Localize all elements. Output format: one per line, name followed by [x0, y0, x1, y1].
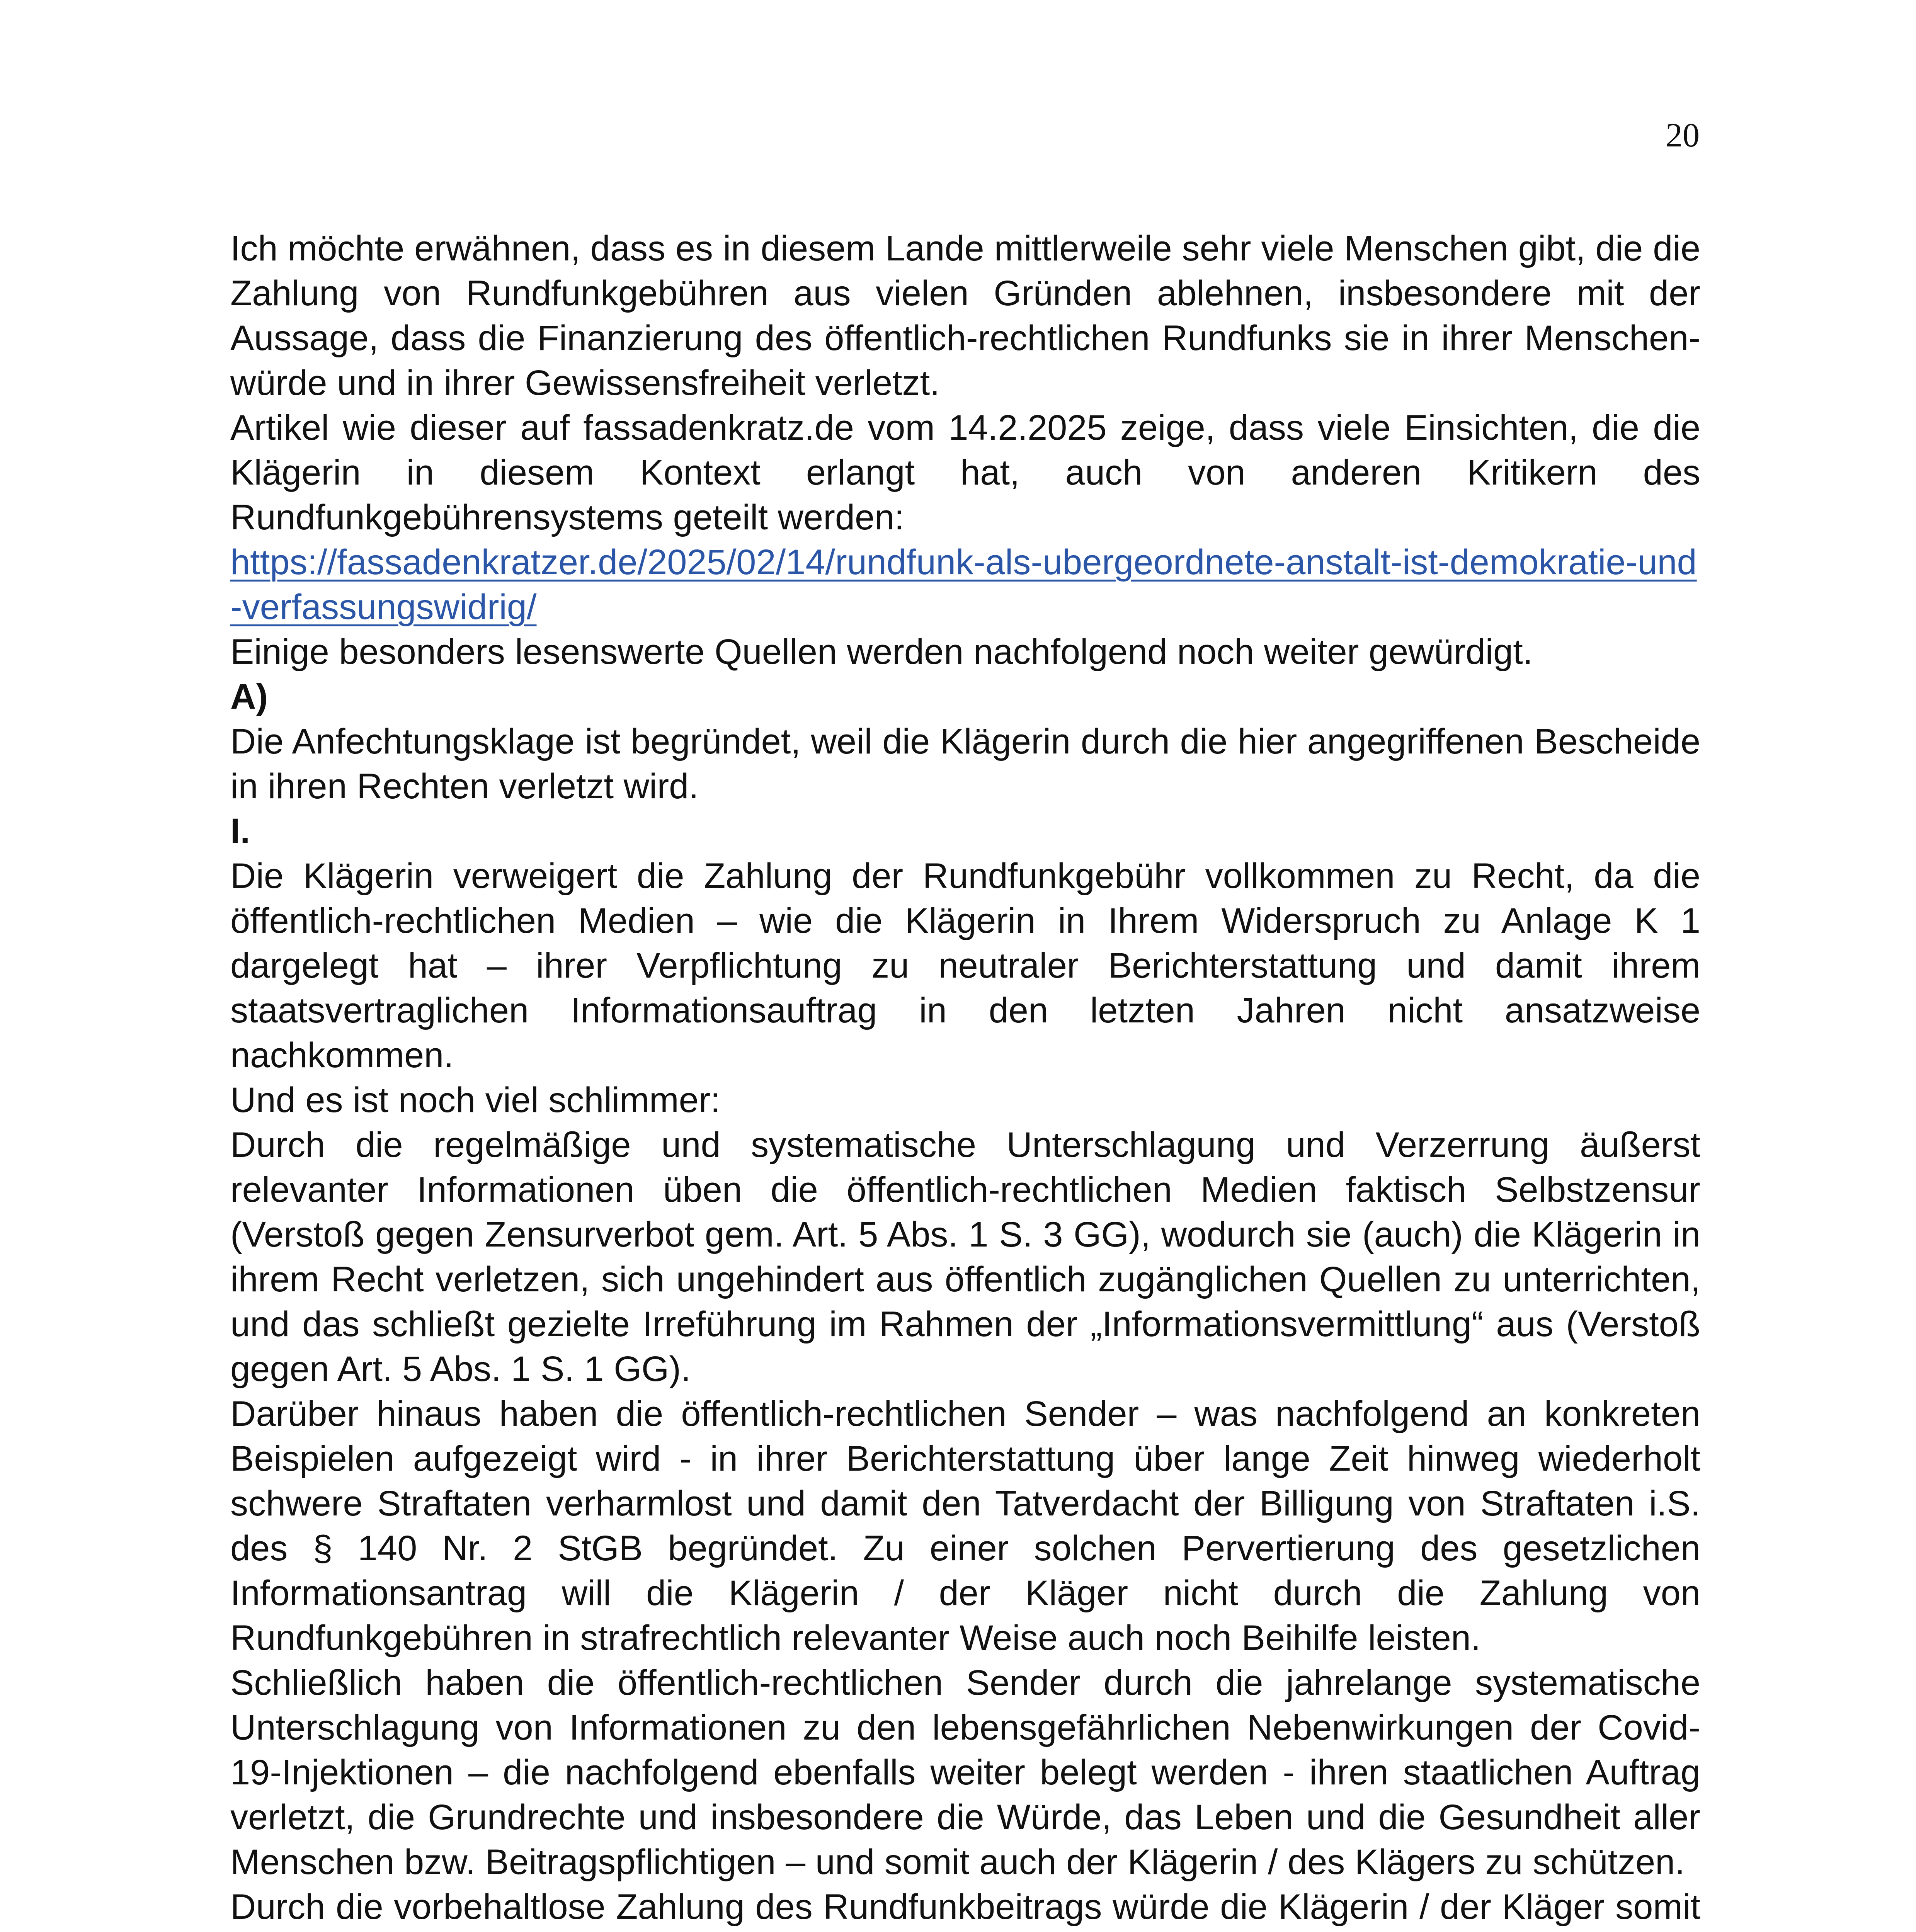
paragraph-claim-justified: Die Anfechtungsklage ist begründet, weil die Klägerin durch die hier angegriffenen Bescheide in ihren Rechten verletzt wird.	[230, 722, 1700, 806]
section-heading-i: I.	[230, 811, 250, 851]
paragraph-criminal-offenses: Darüber hinaus haben die öffentlich-rechtlichen Sender – was nachfolgend an konkreten Beispielen aufgezeigt wird - in ihrer Berichterstattung über lange Zeit hinweg wiederholt schwere Straftaten verharmlost und damit den Tatverdacht der Billigung von Straftaten i.S. des § 140 Nr. 2 StGB begründet. Zu einer solchen Pervertierung des gesetzlichen Informationsantrag will die Klägerin / der Kläger nicht durch die Zahlung von Rundfunkgebühren in strafrechtlich relevanter Weise auch noch Beihilfe leisten.	[230, 1394, 1700, 1658]
paragraph-refusal-reason: Die Klägerin verweigert die Zahlung der Rundfunkgebühr vollkommen zu Recht, da die öffentlich-rechtlichen Medien – wie die Klägerin in Ihrem Widerspruch zu Anlage K 1 dargelegt hat – ihrer Verpflichtung zu neutraler Berichterstattung und damit ihrem staatsvertraglichen Informationsauftrag in den letzten Jahren nicht ansatzweise nachkommen.	[230, 856, 1700, 1075]
section-heading-a: A)	[230, 677, 268, 716]
document-body	[230, 226, 1700, 1932]
paragraph-payment-consequence: Durch die vorbehaltlose Zahlung des Rundfunkbeitrags würde die Klägerin / der Kläger somit	[230, 1887, 1700, 1927]
paragraph-intro: Ich möchte erwähnen, dass es in diesem Lande mittlerweile sehr viele Menschen gibt, die die Zahlung von Rundfunkgebühren aus vielen Gründen ablehnen, insbesondere mit der Aussage, dass die Finanzierung des öffentlich-rechtlichen Rundfunks sie in ihrer Menschen-würde und in ihrer Gewissensfreiheit verletzt.	[230, 229, 1700, 403]
source-link-paragraph	[230, 540, 1700, 629]
source-link[interactable]: https://fassadenkratzer.de/2025/02/14/rundfunk-als-ubergeordnete-anstalt-ist-demokratie-und-verfassungswidrig/	[230, 543, 1697, 627]
paragraph-covid-information: Schließlich haben die öffentlich-rechtlichen Sender durch die jahrelange systematische Unterschlagung von Informationen zu den lebensgefährlichen Nebenwirkungen der Covid-19-Injektionen – die nachfolgend ebenfalls weiter belegt werden - ihren staatlichen Auftrag verletzt, die Grundrechte und insbesondere die Würde, das Leben und die Gesundheit aller Menschen bzw. Beitragspflichtigen – und somit auch der Klägerin / des Klägers zu schützen.	[230, 1663, 1700, 1882]
paragraph-article-reference: Artikel wie dieser auf fassadenkratz.de vom 14.2.2025 zeige, dass viele Einsichten, die die Klägerin in diesem Kontext erlangt hat, auch von anderen Kritikern des Rundfunkgebührensystems geteilt werden:	[230, 408, 1700, 537]
paragraph-worse: Und es ist noch viel schlimmer:	[230, 1080, 720, 1120]
page-number: 20	[1666, 117, 1700, 154]
paragraph-sources-note: Einige besonders lesenswerte Quellen werden nachfolgend noch weiter gewürdigt.	[230, 632, 1533, 672]
paragraph-censorship: Durch die regelmäßige und systematische Unterschlagung und Verzerrung äußerst relevanter Informationen üben die öffentlich-rechtlichen Medien faktisch Selbstzensur (Verstoß gegen Zensurverbot gem. Art. 5 Abs. 1 S. 3 GG), wodurch sie (auch) die Klägerin in ihrem Recht verletzen, sich ungehindert aus öffentlich zugänglichen Quellen zu unterrichten, und das schließt gezielte Irreführung im Rahmen der „Informationsvermittlung“ aus (Verstoß gegen Art. 5 Abs. 1 S. 1 GG).	[230, 1125, 1700, 1389]
